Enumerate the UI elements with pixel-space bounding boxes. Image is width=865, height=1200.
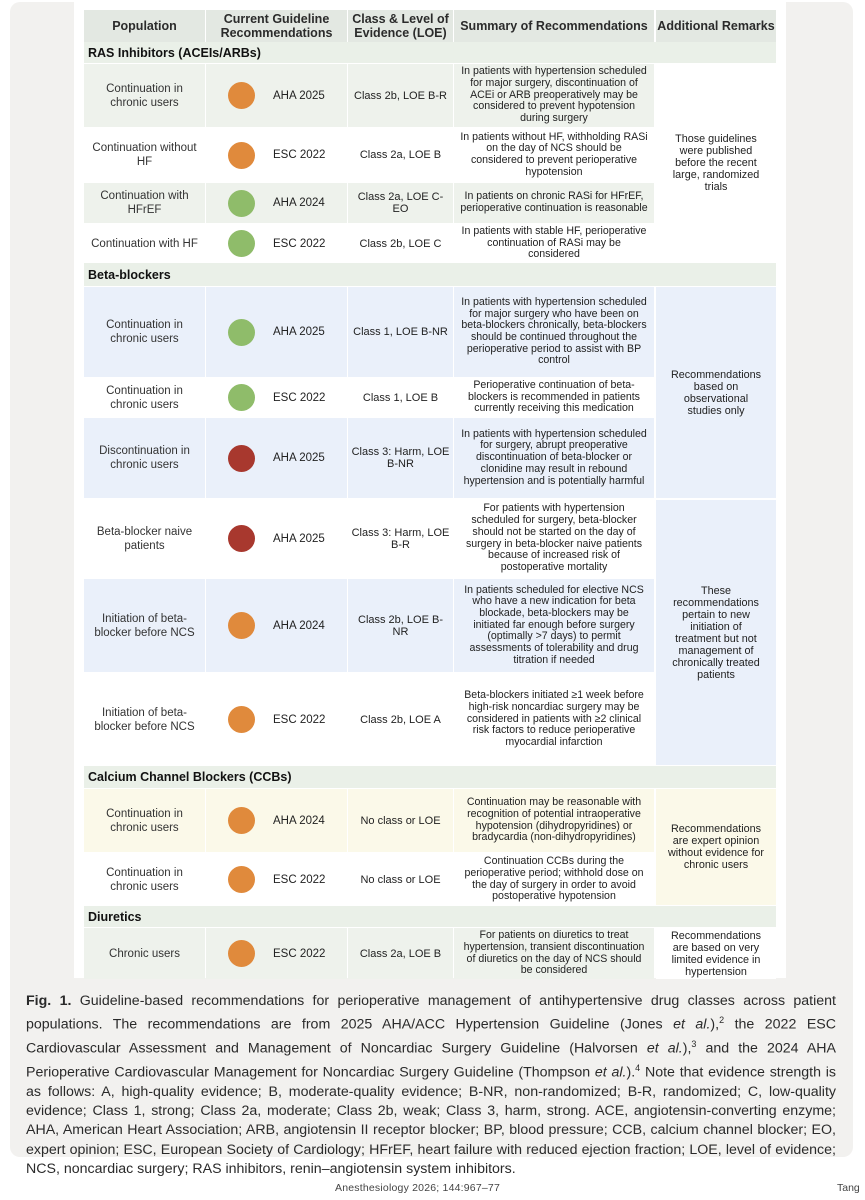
column-header <box>348 10 453 42</box>
class-loe-cell <box>348 64 453 127</box>
class-loe-label: Class 2b, LOE A <box>360 713 441 726</box>
remarks-cell <box>656 287 776 498</box>
column-header-label: Population <box>112 19 177 33</box>
population-label: Initiation of beta-blocker before NCS <box>94 612 195 639</box>
remarks-text: Recommendations are expert opinion without evidence for chronic users <box>667 823 765 871</box>
section-header <box>84 766 776 788</box>
column-header-label: Current Guideline Recommendations <box>220 12 333 40</box>
population-label: Beta-blocker naive patients <box>96 525 193 552</box>
author-running-head: Tang <box>837 1182 860 1194</box>
class-loe-label: No class or LOE <box>360 873 441 886</box>
population-cell <box>84 129 205 181</box>
class-loe-label: Class 2a, LOE B <box>359 149 442 161</box>
population-cell <box>84 418 205 498</box>
remarks-text: Recommendations based on observational studies only <box>670 368 762 417</box>
column-header <box>84 10 205 42</box>
summary-text: Perioperative continuation of beta-blockers is recommended in patients currently receiving this medication <box>468 379 640 415</box>
guideline-label: AHA 2025 <box>273 452 325 464</box>
rating-green-dot-icon <box>228 384 255 411</box>
summary-text: For patients on diuretics to treat hypertension, transient discontinuation of diuretics on the day of NCS should be considered <box>463 929 645 977</box>
summary-text: In patients scheduled for elective NCS who have a new indication for beta blockade, beta-blockers may be initiated far enough before surgery (optimally >7 days) to permit assessments of tolerability and drug titration if needed <box>464 583 644 666</box>
caption-text: ), <box>682 1040 692 1057</box>
population-label: Continuation in chronic users <box>106 866 183 893</box>
guideline-cell <box>206 854 347 905</box>
page-footer <box>0 1182 865 1198</box>
population-label: Continuation without HF <box>92 142 197 168</box>
summary-cell <box>454 854 654 905</box>
caption-text: ), <box>710 1016 720 1033</box>
population-cell <box>84 287 205 377</box>
summary-cell <box>454 287 654 377</box>
guideline-label: AHA 2025 <box>273 326 325 338</box>
guideline-label: ESC 2022 <box>273 391 326 404</box>
class-loe-label: No class or LOE <box>360 814 441 827</box>
class-loe-cell <box>348 579 453 672</box>
class-loe-label: Class 3: Harm, LOE B-NR <box>351 446 450 470</box>
summary-text: Continuation may be reasonable with recognition of potential intraoperative hypotension (dihydropyridines) or bradycardia (non-dihydropyridines) <box>466 796 642 844</box>
remarks-cell <box>656 64 776 262</box>
caption-text: et al. <box>646 1040 683 1057</box>
population-label: Continuation in chronic users <box>106 807 183 834</box>
guideline-label: AHA 2024 <box>273 814 325 827</box>
population-cell <box>84 854 205 905</box>
population-cell <box>84 64 205 127</box>
class-loe-cell <box>348 928 453 979</box>
caption-text: et al. <box>594 1064 627 1081</box>
class-loe-label: Class 1, LOE B <box>362 391 439 404</box>
class-loe-cell <box>348 287 453 377</box>
summary-cell <box>454 674 654 765</box>
caption-text: the 2022 ESC Cardiovascular Assessment and Management of Noncardiac Surgery Guideline (Halvorsen <box>26 1016 836 1057</box>
section-title: Diuretics <box>88 909 142 924</box>
guideline-cell <box>206 418 347 498</box>
column-header <box>206 10 347 42</box>
caption-text: Note that evidence strength is as follows: A, high-quality evidence; B, moderate-quality evidence; B-NR, non-randomized; B-R, randomized; C, low-quality evidence; Class 1, strong; Class 2a, moderate; Class 2b, weak; Class 3, harm, strong. ACE, angiotensin-converting enzyme; AHA, American Heart Association; ARB, angiotensin II receptor blocker; BP, blood pressure; CCB, calcium channel blocker; EO, expert opinion; ESC, European Society of Cardiology; HFrEF, heart failure with reduced ejection fraction; LOE, level of evidence; NCS, noncardiac surgery; RAS inhibitors, renin–angiotensin system inhibitors. <box>26 1064 836 1177</box>
population-label: Chronic users <box>109 947 180 960</box>
rating-green-dot-icon <box>228 190 255 217</box>
caption-text: and the 2024 AHA Perioperative Cardiovascular Management for Noncardiac Surgery Guideline (Thompson <box>26 1040 836 1081</box>
summary-cell <box>454 379 654 416</box>
population-cell <box>84 183 205 223</box>
population-cell <box>84 225 205 262</box>
guideline-cell <box>206 579 347 672</box>
population-label: Discontinuation in chronic users <box>99 445 190 471</box>
population-cell <box>84 500 205 577</box>
class-loe-cell <box>348 789 453 852</box>
summary-cell <box>454 129 654 181</box>
summary-cell <box>454 500 654 577</box>
summary-cell <box>454 928 654 979</box>
class-loe-label: Class 2a, LOE C-EO <box>357 191 444 215</box>
summary-text: In patients with hypertension scheduled for major surgery, discontinuation of ACEi or ARB preoperatively may be considered to prevent hypotension during surgery <box>461 65 647 125</box>
population-cell <box>84 674 205 765</box>
guideline-label: AHA 2024 <box>273 619 325 632</box>
caption-text: et al. <box>673 1016 711 1033</box>
summary-text: In patients with stable HF, perioperative continuation of RASi may be considered <box>461 225 647 261</box>
rating-orange-dot-icon <box>228 82 255 109</box>
guideline-label: ESC 2022 <box>273 873 326 886</box>
summary-cell <box>454 225 654 262</box>
reference-number: 2 <box>719 1015 725 1026</box>
rating-green-dot-icon <box>228 230 255 257</box>
rating-orange-dot-icon <box>228 612 255 639</box>
class-loe-label: Class 2a, LOE B <box>359 947 442 960</box>
remarks-text: Those guidelines were published before the recent large, randomized trials <box>672 133 760 193</box>
section-title: RAS Inhibitors (ACEIs/ARBs) <box>88 45 261 60</box>
figure-label: Fig. 1. <box>26 993 72 1009</box>
population-cell <box>84 379 205 416</box>
class-loe-cell <box>348 500 453 577</box>
summary-text: Continuation CCBs during the perioperative period; withhold dose on the day of surgery in order to avoid postoperative hypotension <box>464 855 644 903</box>
rating-orange-dot-icon <box>228 142 255 169</box>
summary-cell <box>454 64 654 127</box>
class-loe-cell <box>348 225 453 262</box>
guideline-cell <box>206 789 347 852</box>
section-header <box>84 906 776 927</box>
class-loe-label: Class 1, LOE B-NR <box>353 326 448 338</box>
summary-text: In patients with hypertension scheduled for major surgery who have been on beta-blockers chronically, beta-blockers should be continued throughout the perioperative period to assist with BP control <box>461 295 647 367</box>
class-loe-label: Class 2b, LOE B-R <box>354 89 447 102</box>
rating-orange-dot-icon <box>228 866 255 893</box>
caption-text: Guideline-based recommendations for perioperative management of antihypertensive drug classes across patient populations. The recommendations are from 2025 AHA/ACC Hypertension Guideline (Jones <box>26 993 836 1033</box>
class-loe-cell <box>348 418 453 498</box>
summary-text: In patients without HF, withholding RASi on the day of NCS should be considered to prevent perioperative hypotension <box>460 130 648 178</box>
population-label: Continuation in chronic users <box>106 319 183 345</box>
class-loe-cell <box>348 674 453 765</box>
rating-orange-dot-icon <box>228 706 255 733</box>
journal-citation: Anesthesiology 2026; 144:967–77 <box>335 1182 500 1194</box>
class-loe-cell <box>348 379 453 416</box>
column-header-label: Class & Level of Evidence (LOE) <box>352 12 449 40</box>
population-label: Continuation in chronic users <box>106 82 183 109</box>
population-cell <box>84 789 205 852</box>
population-label: Continuation with HFrEF <box>100 190 189 216</box>
section-header <box>84 263 776 286</box>
summary-text: For patients with hypertension scheduled for surgery, beta-blocker should not be started on the day of surgery in beta-blocker naive patients because of increased risk of postoperative mortality <box>465 502 643 573</box>
summary-cell <box>454 418 654 498</box>
population-label: Continuation with HF <box>91 237 198 250</box>
population-label: Continuation in chronic users <box>106 384 183 411</box>
guideline-cell <box>206 674 347 765</box>
summary-cell <box>454 183 654 223</box>
remarks-text: These recommendations pertain to new initiation of treatment but not management of chronically treated patients <box>672 584 760 681</box>
class-loe-cell <box>348 129 453 181</box>
guideline-label: ESC 2022 <box>273 149 326 161</box>
guideline-cell <box>206 225 347 262</box>
guideline-label: ESC 2022 <box>273 237 326 250</box>
guideline-label: ESC 2022 <box>273 713 326 726</box>
column-header-label: Summary of Recommendations <box>460 19 648 33</box>
remarks-cell <box>656 500 776 765</box>
rating-red-dot-icon <box>228 525 255 552</box>
section-title: Beta-blockers <box>88 267 171 282</box>
reference-number: 3 <box>691 1039 697 1050</box>
remarks-cell <box>656 789 776 905</box>
summary-text: In patients on chronic RASi for HFrEF, perioperative continuation is reasonable <box>460 190 648 214</box>
rating-red-dot-icon <box>228 445 255 472</box>
class-loe-label: Class 2b, LOE C <box>359 237 442 250</box>
class-loe-cell <box>348 854 453 905</box>
section-header <box>84 42 776 63</box>
caption-text: ). <box>626 1064 636 1081</box>
guideline-cell <box>206 500 347 577</box>
guideline-cell <box>206 183 347 223</box>
guideline-cell <box>206 287 347 377</box>
class-loe-label: Class 2b, LOE B-NR <box>358 613 443 638</box>
guideline-label: AHA 2024 <box>273 197 325 209</box>
summary-cell <box>454 789 654 852</box>
figure-caption <box>26 992 836 1179</box>
summary-text: In patients with hypertension scheduled for surgery, abrupt preoperative discontinuation of beta-blocker or clonidine may result in rebound hypertension and is potentially harmful <box>461 427 647 487</box>
population-cell <box>84 928 205 979</box>
remarks-cell <box>656 928 776 979</box>
guideline-cell <box>206 928 347 979</box>
guideline-cell <box>206 64 347 127</box>
class-loe-cell <box>348 183 453 223</box>
guideline-cell <box>206 129 347 181</box>
column-header <box>656 10 776 42</box>
summary-cell <box>454 579 654 672</box>
guideline-label: AHA 2025 <box>273 532 325 545</box>
population-label: Initiation of beta-blocker before NCS <box>94 706 195 733</box>
guideline-cell <box>206 379 347 416</box>
remarks-text: Recommendations are based on very limited evidence in hypertension <box>670 929 762 978</box>
rating-orange-dot-icon <box>228 807 255 834</box>
class-loe-label: Class 3: Harm, LOE B-R <box>351 526 450 551</box>
section-title: Calcium Channel Blockers (CCBs) <box>88 770 292 784</box>
column-header <box>454 10 654 42</box>
rating-orange-dot-icon <box>228 940 255 967</box>
guideline-label: ESC 2022 <box>273 947 326 960</box>
column-header-label: Additional Remarks <box>657 19 775 33</box>
rating-green-dot-icon <box>228 319 255 346</box>
reference-number: 4 <box>635 1063 641 1074</box>
population-cell <box>84 579 205 672</box>
summary-text: Beta-blockers initiated ≥1 week before high-risk noncardiac surgery may be considered in patients with ≥2 clinical risk factors to reduce perioperative myocardial infarction <box>464 689 644 749</box>
guideline-label: AHA 2025 <box>273 89 325 102</box>
